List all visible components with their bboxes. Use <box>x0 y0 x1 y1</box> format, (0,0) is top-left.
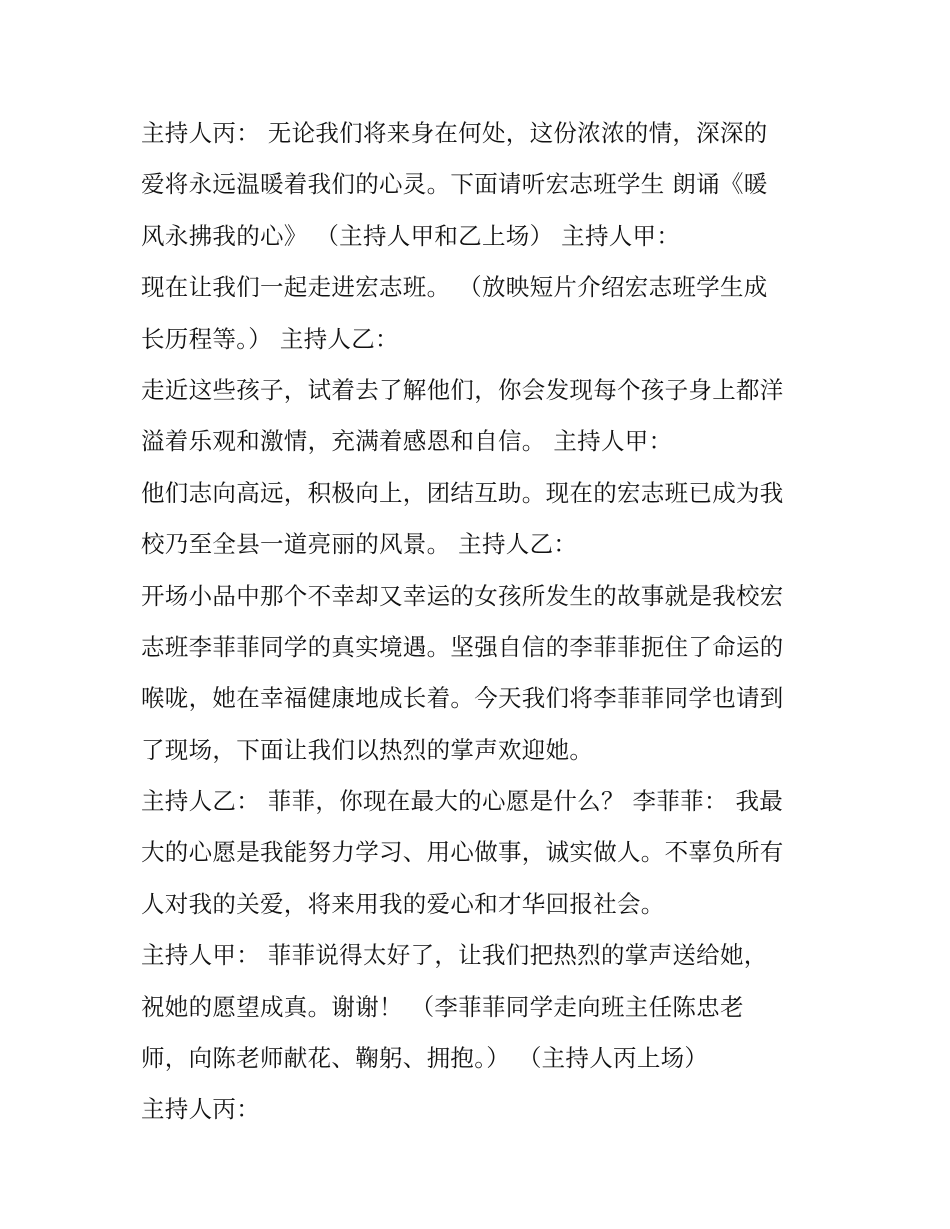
text-line: 人对我的关爱，将来用我的爱心和才华回报社会。 <box>141 889 665 918</box>
text-line: 师，向陈老师献花、鞠躬、拥抱。） （主持人丙上场） <box>141 1044 709 1073</box>
text-line: 主持人甲： 菲菲说得太好了，让我们把热烈的掌声送给她， <box>141 941 768 970</box>
text-line: 喉咙，她在幸福健康地成长着。今天我们将李菲菲同学也请到 <box>141 684 784 713</box>
text-line: 主持人丙： 无论我们将来身在何处，这份浓浓的情，深深的 <box>141 119 768 147</box>
text-line: 祝她的愿望成真。谢谢！ （李菲菲同学走向班主任陈忠老 <box>141 992 744 1021</box>
text-line: 长历程等。） 主持人乙： <box>141 324 399 353</box>
text-line: 溢着乐观和激情，充满着感恩和自信。 主持人甲： <box>141 427 673 456</box>
text-line: 走近这些孩子，试着去了解他们，你会发现每个孩子身上都洋 <box>141 375 784 404</box>
text-line: 了现场，下面让我们以热烈的掌声欢迎她。 <box>141 735 594 764</box>
text-line: 主持人乙： 菲菲，你现在最大的心愿是什么？ 李菲菲： 我最 <box>141 787 784 816</box>
text-line: 大的心愿是我能努力学习、用心做事，诚实做人。不辜负所有 <box>141 838 784 867</box>
text-line: 爱将永远温暖着我们的心灵。下面请听宏志班学生 朗诵《暖 <box>141 170 768 199</box>
text-line: 他们志向高远，积极向上，团结互助。现在的宏志班已成为我 <box>141 478 784 507</box>
text-line: 主持人丙： <box>141 1095 260 1124</box>
script-text-body <box>141 108 831 1136</box>
text-line: 开场小品中那个不幸却又幸运的女孩所发生的故事就是我校宏 <box>141 581 784 610</box>
text-line: 校乃至全县一道亮丽的风景。 主持人乙： <box>141 530 578 559</box>
text-line: 风永拂我的心》 （主持人甲和乙上场） 主持人甲： <box>141 221 681 250</box>
text-line: 志班李菲菲同学的真实境遇。坚强自信的李菲菲扼住了命运的 <box>141 632 784 661</box>
text-line: 现在让我们一起走进宏志班。 （放映短片介绍宏志班学生成 <box>141 273 768 302</box>
